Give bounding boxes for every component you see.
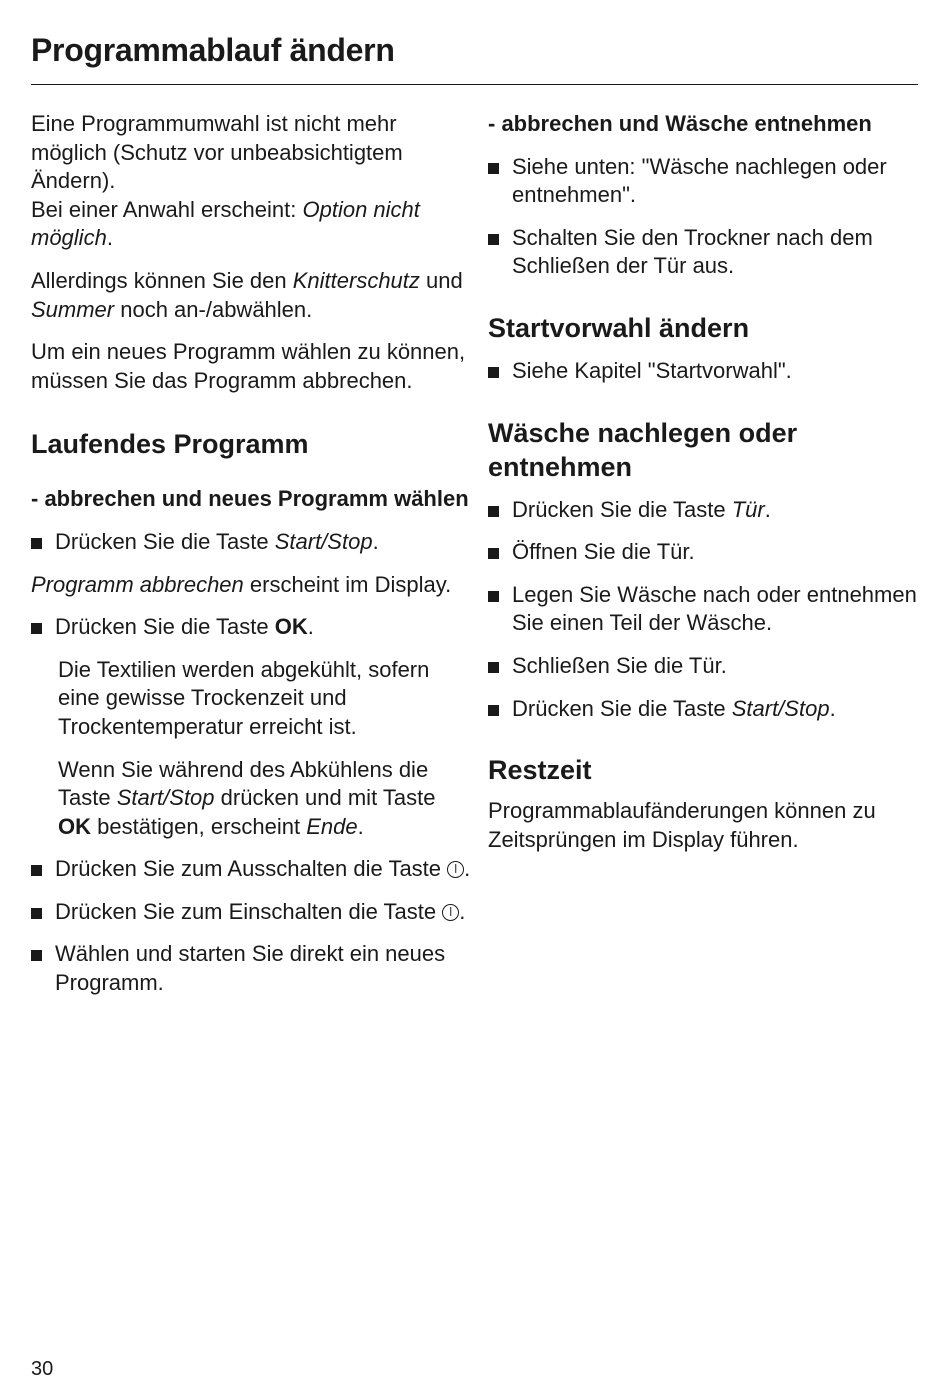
left-column [31,110,471,1012]
page-title: Programmablauf ändern [31,32,395,68]
indented-note-1: Die Textilien werden abgekühlt, sofern eine gewisse Trockenzeit und Trockentemperatur erreicht ist. [58,656,430,739]
display-note: Programm abbrechen erscheint im Display. [31,571,452,597]
bullet-square-icon [488,234,499,245]
section-title-startvorwahl: Startvorwahl ändern [488,312,750,343]
bullet-square-icon [488,705,499,716]
restzeit-paragraph: Programmablaufänderungen können zu Zeitsprüngen im Display führen. [488,798,876,852]
power-icon [442,904,459,921]
bullet-square-icon [488,591,499,602]
bullet-square-icon [488,506,499,517]
intro-paragraph-3: Um ein neues Programm wählen zu können, müssen Sie das Programm abbrechen. [31,339,466,393]
right-column [488,110,928,868]
page-number: 30 [31,1358,54,1380]
bullet-square-icon [31,908,42,919]
list-item: Drücken Sie die Taste OK. [31,613,471,642]
bullet-square-icon [31,950,42,961]
list-item: Drücken Sie die Taste Start/Stop. [31,528,471,557]
list-item: Drücken Sie die Taste Tür. [488,496,928,525]
list-item: Siehe Kapitel "Startvorwahl". [488,357,928,386]
bullet-square-icon [31,865,42,876]
list-item: Drücken Sie die Taste Start/Stop. [488,695,928,724]
power-icon [447,861,464,878]
indented-note-2: Wenn Sie während des Abkühlens die Taste Start/Stop drücken und mit Taste OK bestätigen, erscheint Ende. [58,756,436,839]
section-title-restzeit: Restzeit [488,755,592,786]
list-item: Wählen und starten Sie direkt ein neues Programm. [31,940,471,997]
bullet-square-icon [488,548,499,559]
intro-paragraph-1: Eine Programmumwahl ist nicht mehr möglich (Schutz vor unbeabsichtigtem Ändern). Bei einer Anwahl erscheint: Option nicht möglich. [31,111,420,251]
list-item: Siehe unten: "Wäsche nachlegen oder entnehmen". [488,153,928,210]
bullet-square-icon [31,538,42,549]
section-title-laufendes-programm: Laufendes Programm [31,429,309,460]
list-item: Legen Sie Wäsche nach oder entnehmen Sie einen Teil der Wäsche. [488,581,928,638]
subsection-title-abbrechen-neues-programm: - abbrechen und neues Programm wählen [31,486,469,512]
intro-paragraph-2: Allerdings können Sie den Knitterschutz und Summer noch an-/abwählen. [31,267,463,322]
list-item: Drücken Sie zum Ausschalten die Taste . [31,855,471,884]
subsection-title-abbrechen-waesche-entnehmen: - abbrechen und Wäsche entnehmen [488,111,872,136]
list-item: Schalten Sie den Trockner nach dem Schließen der Tür aus. [488,224,928,281]
bullet-square-icon [31,623,42,634]
list-item: Öffnen Sie die Tür. [488,538,928,567]
section-title-waesche-nachlegen: Wäsche nachlegen oder entnehmen [488,417,798,482]
bullet-square-icon [488,163,499,174]
list-item: Drücken Sie zum Einschalten die Taste . [31,898,471,927]
bullet-square-icon [488,367,499,378]
bullet-square-icon [488,662,499,673]
title-rule [31,84,918,85]
list-item: Schließen Sie die Tür. [488,652,928,681]
